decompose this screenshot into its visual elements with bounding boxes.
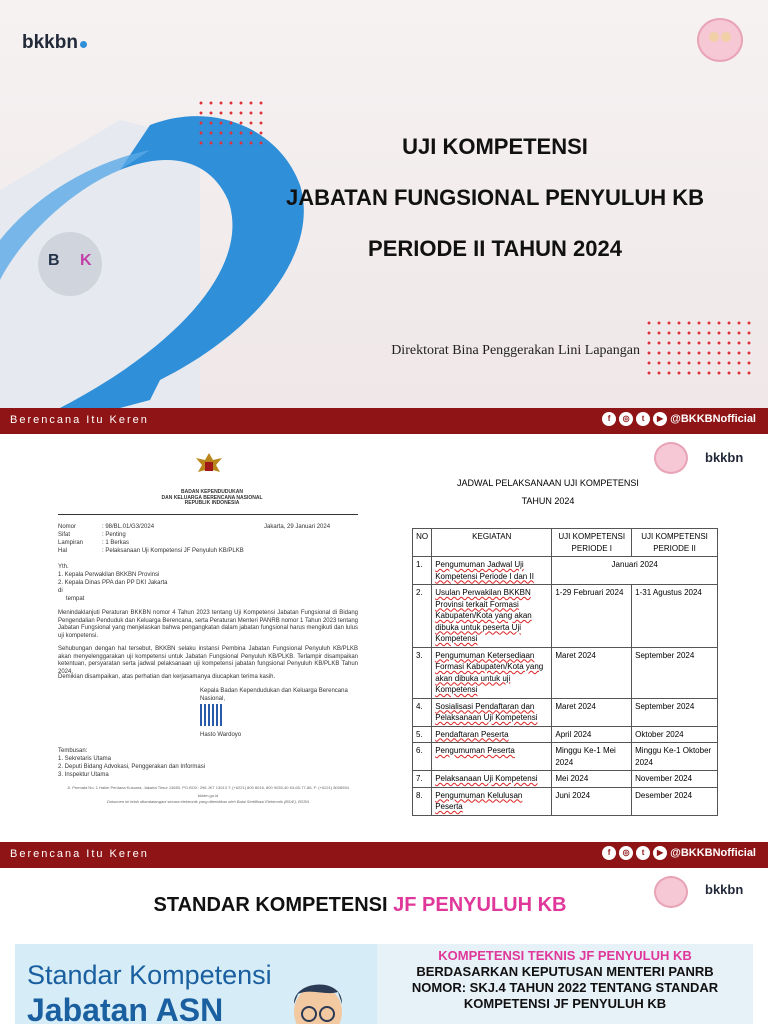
meta-label: Lampiran	[58, 540, 84, 546]
title-pink-part: JF PENYULUH KB	[393, 894, 567, 916]
logo-dot-icon	[80, 41, 87, 48]
meta-value: : Pelaksanaan Uji Kompetensi JF Penyuluh KB/PLKB	[102, 548, 244, 554]
table-row	[413, 743, 718, 771]
subtitle: Direktorat Bina Penggerakan Lini Lapangan	[391, 343, 640, 358]
facebook-icon[interactable]: f	[602, 412, 616, 426]
schedule-title-2: TAHUN 2024	[521, 496, 575, 506]
decor-dots-right	[644, 318, 756, 380]
stunting-badge-icon	[654, 442, 688, 474]
bk-circle	[38, 232, 102, 296]
table-row	[413, 557, 718, 585]
social-links	[602, 846, 756, 860]
social-handle[interactable]: @BKKBNofficial	[670, 413, 756, 425]
competency-banner	[15, 944, 753, 1024]
letter-address: Jl. Permata No. 1 Halim Perdana Kusuma, Jakarta Timur 13650, PO.BOX: 296 JKT 13013 T: (+6221) 800 8016, 800 9035-40 63-65-77-86, F: (+6221) 8008554 bkkbn.go.id	[67, 785, 349, 798]
twitter-icon[interactable]: t	[636, 412, 650, 426]
cover-slide	[0, 0, 768, 408]
org-line-3: REPUBLIK INDONESIA	[184, 500, 240, 506]
table-row	[413, 585, 718, 648]
person-avatar-icon	[273, 966, 363, 1024]
cell-periode-1: Maret 2024	[552, 698, 632, 726]
banner-heading-1: Standar Kompetensi	[27, 960, 272, 990]
cell-kegiatan: Pelaksanaan Uji Kompetensi	[432, 771, 552, 788]
cc-line: 1. Sekretaris Utama	[58, 756, 112, 762]
letter-footnote: Dokumen ini telah ditandatangani secara elektronik yang diterbitkan oleh Balai Sertifikasi Elektronik (BSrE), BSSN	[106, 799, 310, 804]
recipient-line: Yth.	[58, 564, 69, 570]
regulation-card	[377, 944, 753, 1024]
schedule-title-1: JADWAL PELAKSANAAN UJI KOMPETENSI	[457, 478, 639, 488]
letter-paragraph-1: Menindaklanjuti Peraturan BKKBN nomor 4 Tahun 2023 tentang Uji Kompetensi Jabatan Fungsional di Bidang Pengendalian Penduduk dan Keluarga Berencana, serta Peraturan Menteri PANRB nomor 1 Tahun 2023 tentang Jabatan Fungsional yang menjelaskan bahwa pengangkatan dalam jabatan fungsional harus mengikuti dan lulus uji kompetensi.	[58, 610, 358, 639]
meta-label: Nomor	[58, 524, 77, 530]
title-line-2: JABATAN FUNGSIONAL PENYULUH KB	[285, 185, 704, 210]
cell-kegiatan: Pengumuman Kelulusan Peserta	[432, 787, 552, 815]
meta-row-hal	[58, 548, 244, 556]
recipient-line: di	[58, 588, 63, 594]
meta-row-lampiran	[58, 540, 129, 548]
table-row	[413, 647, 718, 698]
meta-row-sifat	[58, 532, 126, 540]
cell-no: 3.	[413, 647, 432, 698]
cell-periode-1: Juni 2024	[552, 787, 632, 815]
title-line-1: UJI KOMPETENSI	[402, 134, 588, 159]
youtube-icon[interactable]: ▶	[653, 846, 667, 860]
col-header-no: NO	[413, 529, 432, 557]
recipient-line: 2. Kepala Dinas PPA dan PP DKI Jakarta	[58, 580, 168, 586]
facebook-icon[interactable]: f	[602, 846, 616, 860]
garuda-emblem-icon	[192, 450, 226, 484]
cell-periode-1: April 2024	[552, 726, 632, 743]
card-line-3: NOMOR: SKJ.4 TAHUN 2022 TENTANG STANDAR	[411, 980, 719, 995]
schedule-table	[412, 528, 718, 816]
cell-no: 6.	[413, 743, 432, 771]
cell-periode-1: Maret 2024	[552, 647, 632, 698]
cc-line: 2. Deputi Bidang Advokasi, Penggerakan dan Informasi	[58, 764, 206, 770]
youtube-icon[interactable]: ▶	[653, 412, 667, 426]
cell-no: 5.	[413, 726, 432, 743]
kid-face-icon	[709, 32, 719, 42]
letter-paragraph-3: Demikian disampaikan, atas perhatian dan kerjasamanya diucapkan terima kasih.	[58, 674, 276, 680]
slide-title	[40, 894, 680, 917]
table-row	[413, 787, 718, 815]
cell-periode-merged: Januari 2024	[552, 557, 718, 585]
stunting-badge-icon	[697, 18, 743, 62]
logo-text: bkkbn	[705, 450, 744, 465]
footer-bar	[0, 408, 768, 434]
bkkbn-logo	[705, 882, 743, 897]
cell-no: 7.	[413, 771, 432, 788]
signer-name: Hasto Wardoyo	[200, 732, 242, 738]
cell-kegiatan: Pengumuman Ketersediaan Formasi Kabupaten/Kota yang akan dibuka untuk uji Kompetensi	[432, 647, 552, 698]
official-letter	[58, 448, 368, 808]
cell-no: 2.	[413, 585, 432, 648]
bkkbn-logo	[705, 450, 743, 465]
cell-periode-2: Desember 2024	[632, 787, 718, 815]
cc-title: Tembusan:	[58, 748, 88, 754]
title-dark-part: STANDAR KOMPETENSI	[153, 894, 394, 916]
schedule-header-row	[413, 529, 718, 557]
cell-kegiatan: Sosialisasi Pendaftaran dan Pelaksanaan Uji Kompetensi	[432, 698, 552, 726]
cell-no: 4.	[413, 698, 432, 726]
instagram-icon[interactable]: ◎	[619, 846, 633, 860]
letter-org-header	[152, 490, 272, 507]
kid-face-icon	[721, 32, 731, 42]
table-row	[413, 771, 718, 788]
cell-kegiatan: Usulan Perwakilan BKKBN Provinsi terkait Formasi Kabupaten/Kota yang akan dibuka untuk peserta Uji Kompetensi	[432, 585, 552, 648]
cell-periode-2: Oktober 2024	[632, 726, 718, 743]
title-line-3: PERIODE II TAHUN 2024	[368, 236, 622, 261]
announcement-slide	[0, 434, 768, 842]
cell-periode-2: November 2024	[632, 771, 718, 788]
cell-periode-1: Minggu Ke-1 Mei 2024	[552, 743, 632, 771]
table-row	[413, 698, 718, 726]
col-header-periode-1: UJI KOMPETENSI PERIODE I	[552, 529, 632, 557]
meta-value: : 98/BL.01/G3/2024	[102, 524, 155, 530]
qr-code-icon	[200, 704, 222, 726]
logo-text: bkkbn	[705, 882, 744, 897]
social-links	[602, 412, 756, 426]
twitter-icon[interactable]: t	[636, 846, 650, 860]
cell-periode-2: 1-31 Agustus 2024	[632, 585, 718, 648]
standar-kompetensi-slide	[0, 868, 768, 1024]
meta-label: Sifat	[58, 532, 71, 538]
cell-periode-2: September 2024	[632, 698, 718, 726]
cell-kegiatan: Pengumuman Jadwal Uji Kompetensi Periode I dan II	[432, 557, 552, 585]
bk-letter-k: K	[80, 252, 92, 269]
tagline: Berencana Itu Keren	[10, 848, 149, 860]
tagline: Berencana Itu Keren	[10, 414, 149, 426]
footer-bar	[0, 842, 768, 868]
card-line-4: KOMPETENSI JF PENYULUH KB	[463, 996, 667, 1011]
instagram-icon[interactable]: ◎	[619, 412, 633, 426]
sign-title: Kepala Badan Kependudukan dan Keluarga Berencana Nasional,	[200, 688, 348, 702]
card-line-1: KOMPETENSI TEKNIS JF PENYULUH KB	[438, 948, 692, 963]
meta-row-nomor	[58, 524, 154, 532]
cell-kegiatan: Pendaftaran Peserta	[432, 726, 552, 743]
org-line-1: BADAN KEPENDUDUKAN	[181, 489, 243, 495]
cell-periode-1: 1-29 Februari 2024	[552, 585, 632, 648]
col-header-kegiatan: KEGIATAN	[432, 529, 552, 557]
recipient-line: tempat	[66, 596, 85, 602]
cell-kegiatan: Pengumuman Peserta	[432, 743, 552, 771]
meta-value: : Penting	[102, 532, 126, 538]
recipient-line: 1. Kepala Perwakilan BKKBN Provinsi	[58, 572, 160, 578]
meta-label: Hal	[58, 548, 68, 554]
cell-periode-2: September 2024	[632, 647, 718, 698]
cell-periode-1: Mei 2024	[552, 771, 632, 788]
cell-no: 1.	[413, 557, 432, 585]
header-rule	[58, 514, 358, 515]
table-row	[413, 726, 718, 743]
cc-line: 3. Inspektur Utama	[58, 772, 109, 778]
bk-letter-b: B	[48, 252, 60, 269]
card-line-2: BERDASARKAN KEPUTUSAN MENTERI PANRB	[416, 964, 714, 979]
letter-date: Jakarta, 29 Januari 2024	[264, 524, 331, 530]
meta-value: : 1 Berkas	[102, 540, 130, 546]
logo-text: bkkbn	[22, 32, 78, 53]
org-line-2: DAN KELUARGA BERENCANA NASIONAL	[161, 494, 263, 501]
social-handle[interactable]: @BKKBNofficial	[670, 847, 756, 859]
col-header-periode-2: UJI KOMPETENSI PERIODE II	[632, 529, 718, 557]
cell-no: 8.	[413, 787, 432, 815]
letter-paragraph-2: Sehubungan dengan hal tersebut, BKKBN selaku instansi Pembina Jabatan Fungsional Penyuluh KB/PLKB akan menyelenggarakan uji kompetensi untuk Jabatan Fungsional Penyuluh KB/PLKB. Terlampir disampaikan ketentuan, persyaratan serta jadwal pelaksanaan uji kompetensi jabatan fungsional Penyuluh KB/PLKB Tahun 2024.	[58, 646, 358, 675]
bkkbn-logo	[22, 32, 87, 54]
cell-periode-2: Minggu Ke-1 Oktober 2024	[632, 743, 718, 771]
banner-heading-2: Jabatan ASN	[27, 992, 224, 1024]
